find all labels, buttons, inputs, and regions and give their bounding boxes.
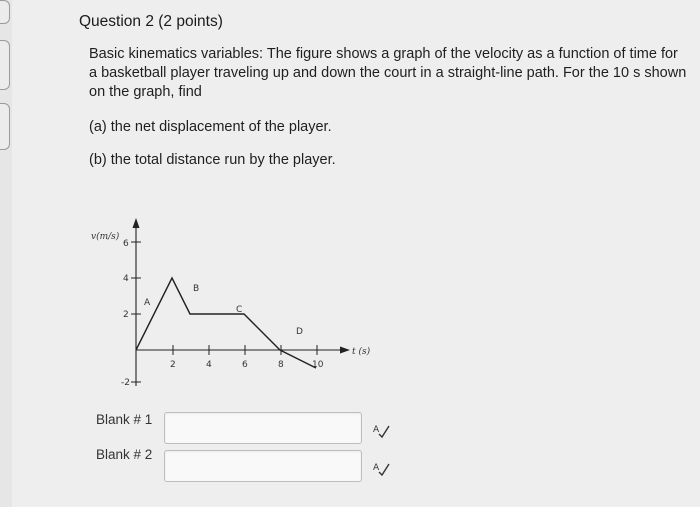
blank-1-input[interactable] bbox=[164, 412, 362, 444]
spellcheck-icon[interactable] bbox=[372, 420, 392, 440]
y-tick-label-4: 4 bbox=[123, 274, 129, 284]
x-axis-arrow bbox=[340, 347, 350, 354]
y-tick-label-6: 6 bbox=[123, 239, 129, 249]
y-axis-label: v(m/s) bbox=[91, 232, 120, 242]
spellcheck-icon[interactable] bbox=[372, 458, 392, 478]
svg-text:A: A bbox=[373, 425, 380, 435]
y-tick-label-2: 2 bbox=[123, 310, 129, 320]
point-label-d: D bbox=[296, 327, 303, 337]
x-tick-label-4: 4 bbox=[206, 360, 212, 370]
svg-text:A: A bbox=[373, 463, 380, 473]
question-text: Basic kinematics variables: The figure shows a graph of the velocity as a function of time for a basketball player traveling up and down the court in a straight-line path. For the 10 s shown on the graph, find bbox=[89, 46, 687, 100]
point-label-a: A bbox=[144, 298, 151, 308]
part-a-text: (a) the net displacement of the player. bbox=[89, 119, 332, 135]
point-label-b: B bbox=[193, 284, 200, 294]
y-axis-arrow bbox=[133, 218, 140, 228]
x-tick-label-8: 8 bbox=[278, 360, 284, 370]
point-label-c: C bbox=[236, 305, 243, 315]
question-title: Question 2 (2 points) bbox=[79, 13, 223, 30]
x-tick-label-2: 2 bbox=[170, 360, 176, 370]
y-tick-label-neg2: -2 bbox=[121, 378, 130, 388]
x-axis-label: t (s) bbox=[352, 347, 371, 357]
part-b-text: (b) the total distance run by the player. bbox=[89, 152, 336, 168]
blank-1-label: Blank # 1 bbox=[96, 412, 153, 427]
x-tick-label-10: 10 bbox=[312, 360, 324, 370]
blank-2-label: Blank # 2 bbox=[96, 447, 153, 462]
blank-2-input[interactable] bbox=[164, 450, 362, 482]
velocity-line bbox=[136, 278, 316, 368]
x-tick-label-6: 6 bbox=[242, 360, 248, 370]
